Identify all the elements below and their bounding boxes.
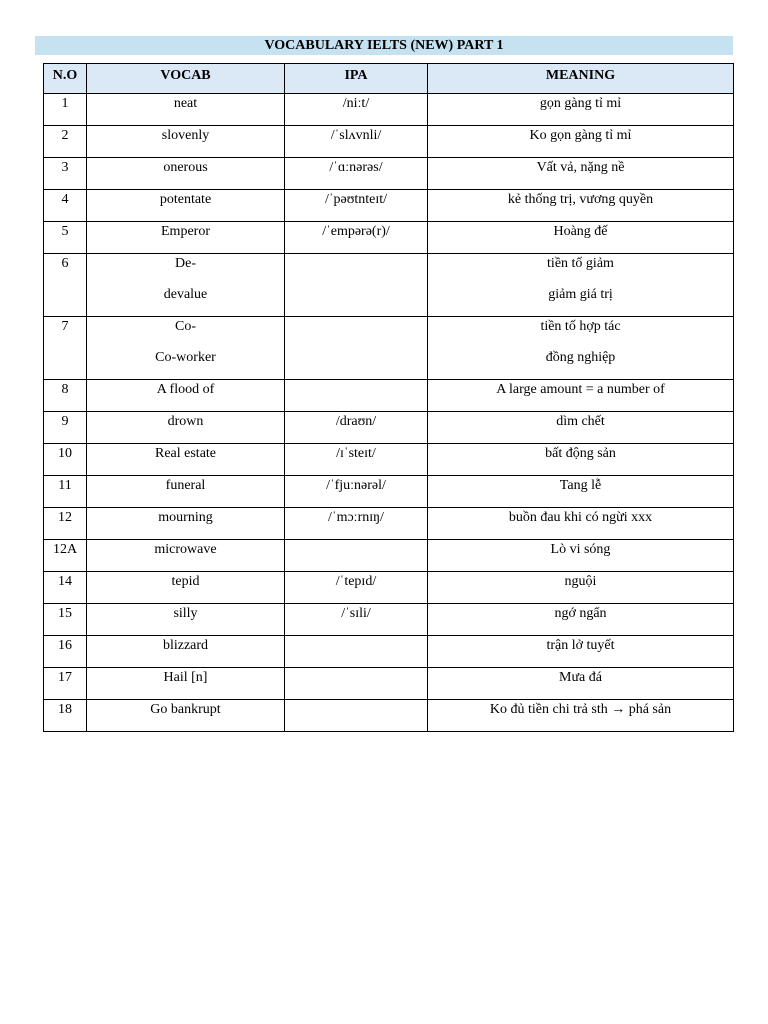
row-meaning bbox=[428, 412, 734, 444]
row-vocab-line: blizzard bbox=[162, 638, 209, 653]
row-number: 8 bbox=[44, 380, 87, 412]
row-vocab-line: Emperor bbox=[161, 224, 210, 239]
row-meaning-line: giảm giá trị bbox=[548, 287, 613, 302]
row-vocab-line: Real estate bbox=[154, 446, 217, 461]
row-vocab-line: Co-worker bbox=[155, 350, 216, 365]
row-ipa: /ˈslʌvnli/ bbox=[285, 126, 428, 158]
row-meaning-line: Ko đủ tiền chi trả sth → phá sản bbox=[489, 702, 672, 717]
row-vocab-line: Co- bbox=[175, 319, 196, 334]
row-vocab bbox=[87, 222, 285, 254]
row-vocab-line: A flood of bbox=[156, 382, 215, 397]
row-vocab bbox=[87, 636, 285, 668]
row-vocab bbox=[87, 380, 285, 412]
row-meaning-line: Hoàng đế bbox=[553, 224, 608, 239]
row-number: 2 bbox=[44, 126, 87, 158]
row-vocab bbox=[87, 604, 285, 636]
row-meaning-line: Mưa đá bbox=[559, 670, 602, 685]
row-meaning bbox=[428, 540, 734, 572]
row-vocab-line: funeral bbox=[165, 478, 206, 493]
row-number: 12A bbox=[44, 540, 87, 572]
row-number: 12 bbox=[44, 508, 87, 540]
row-vocab-line: tepid bbox=[171, 574, 200, 589]
row-meaning bbox=[428, 254, 734, 317]
row-vocab bbox=[87, 572, 285, 604]
row-meaning-line: A large amount = a number of bbox=[496, 382, 665, 397]
row-ipa bbox=[285, 700, 428, 732]
row-number: 3 bbox=[44, 158, 87, 190]
row-ipa: /ɪˈsteɪt/ bbox=[285, 444, 428, 476]
row-ipa: /ˈmɔːrnɪŋ/ bbox=[285, 508, 428, 540]
row-vocab bbox=[87, 700, 285, 732]
row-number: 6 bbox=[44, 254, 87, 317]
table-row bbox=[44, 380, 734, 412]
row-ipa: /ˈtepɪd/ bbox=[285, 572, 428, 604]
row-meaning bbox=[428, 126, 734, 158]
row-vocab-line: silly bbox=[173, 606, 198, 621]
table-row bbox=[44, 476, 734, 508]
row-number: 4 bbox=[44, 190, 87, 222]
row-ipa: /ˈempərə(r)/ bbox=[285, 222, 428, 254]
row-vocab-line: devalue bbox=[163, 287, 208, 302]
table-row bbox=[44, 190, 734, 222]
row-meaning bbox=[428, 190, 734, 222]
table-row bbox=[44, 668, 734, 700]
row-ipa bbox=[285, 668, 428, 700]
row-number: 17 bbox=[44, 668, 87, 700]
row-vocab bbox=[87, 126, 285, 158]
table-row bbox=[44, 700, 734, 732]
row-meaning-line: Ko gọn gàng tỉ mỉ bbox=[529, 128, 632, 143]
row-number: 5 bbox=[44, 222, 87, 254]
row-meaning-line: tiền tố hợp tác bbox=[540, 319, 621, 334]
row-meaning-line: dìm chết bbox=[556, 414, 605, 429]
row-vocab-line: De- bbox=[175, 256, 196, 271]
header-vocab: VOCAB bbox=[87, 64, 285, 94]
row-ipa bbox=[285, 254, 428, 317]
row-meaning-line: ngớ ngẩn bbox=[554, 606, 607, 621]
table-row bbox=[44, 94, 734, 126]
table-row bbox=[44, 126, 734, 158]
table-row bbox=[44, 572, 734, 604]
row-meaning-line: Lò vi sóng bbox=[550, 542, 611, 557]
row-vocab bbox=[87, 508, 285, 540]
row-vocab bbox=[87, 540, 285, 572]
table-row bbox=[44, 444, 734, 476]
row-vocab-line: onerous bbox=[163, 160, 208, 175]
row-vocab bbox=[87, 444, 285, 476]
row-vocab bbox=[87, 476, 285, 508]
row-number: 18 bbox=[44, 700, 87, 732]
row-vocab-line: potentate bbox=[159, 192, 212, 207]
row-meaning bbox=[428, 317, 734, 380]
row-meaning-line: tiền tố giảm bbox=[547, 256, 614, 271]
row-meaning bbox=[428, 508, 734, 540]
row-ipa: /ˈɑːnərəs/ bbox=[285, 158, 428, 190]
row-meaning-line: trận lở tuyết bbox=[546, 638, 615, 653]
row-vocab bbox=[87, 158, 285, 190]
table-row bbox=[44, 636, 734, 668]
row-meaning-line: gọn gàng tỉ mỉ bbox=[539, 96, 622, 111]
row-number: 16 bbox=[44, 636, 87, 668]
row-meaning bbox=[428, 572, 734, 604]
row-vocab-line: drown bbox=[167, 414, 204, 429]
row-ipa: /niːt/ bbox=[285, 94, 428, 126]
row-vocab bbox=[87, 190, 285, 222]
table-row bbox=[44, 317, 734, 380]
row-vocab bbox=[87, 254, 285, 317]
row-vocab bbox=[87, 412, 285, 444]
row-vocab-line: neat bbox=[173, 96, 198, 111]
header-ipa: IPA bbox=[285, 64, 428, 94]
row-meaning-line: bất động sản bbox=[545, 446, 616, 461]
table-row bbox=[44, 412, 734, 444]
table-row bbox=[44, 604, 734, 636]
row-number: 11 bbox=[44, 476, 87, 508]
document-title: VOCABULARY IELTS (NEW) PART 1 bbox=[35, 36, 733, 55]
row-vocab-line: Hail [n] bbox=[163, 670, 208, 685]
row-meaning-line: đồng nghiệp bbox=[545, 350, 616, 365]
row-ipa: /ˈfjuːnərəl/ bbox=[285, 476, 428, 508]
row-number: 1 bbox=[44, 94, 87, 126]
row-number: 15 bbox=[44, 604, 87, 636]
row-ipa bbox=[285, 380, 428, 412]
row-vocab-line: slovenly bbox=[161, 128, 210, 143]
row-meaning bbox=[428, 444, 734, 476]
row-ipa bbox=[285, 540, 428, 572]
table-row bbox=[44, 508, 734, 540]
header-meaning: MEANING bbox=[428, 64, 734, 94]
row-meaning-line: Vất vả, nặng nề bbox=[536, 160, 625, 175]
row-ipa: /ˈsɪli/ bbox=[285, 604, 428, 636]
row-vocab-line: mourning bbox=[158, 510, 213, 525]
row-meaning bbox=[428, 636, 734, 668]
header-no: N.O bbox=[44, 64, 87, 94]
row-vocab-line: microwave bbox=[154, 542, 217, 557]
row-meaning bbox=[428, 380, 734, 412]
table-row bbox=[44, 540, 734, 572]
row-vocab bbox=[87, 317, 285, 380]
table-header-row bbox=[44, 64, 734, 94]
row-ipa bbox=[285, 317, 428, 380]
row-meaning bbox=[428, 604, 734, 636]
row-meaning-line: nguội bbox=[564, 574, 597, 589]
row-meaning bbox=[428, 94, 734, 126]
row-meaning bbox=[428, 668, 734, 700]
table-row bbox=[44, 254, 734, 317]
row-number: 9 bbox=[44, 412, 87, 444]
row-meaning bbox=[428, 476, 734, 508]
row-meaning bbox=[428, 700, 734, 732]
row-vocab bbox=[87, 668, 285, 700]
row-meaning bbox=[428, 222, 734, 254]
table-row bbox=[44, 222, 734, 254]
row-meaning-line: kẻ thống trị, vương quyền bbox=[507, 192, 654, 207]
row-vocab bbox=[87, 94, 285, 126]
row-number: 10 bbox=[44, 444, 87, 476]
row-ipa bbox=[285, 636, 428, 668]
row-number: 14 bbox=[44, 572, 87, 604]
row-meaning bbox=[428, 158, 734, 190]
row-ipa: /draʊn/ bbox=[285, 412, 428, 444]
row-ipa: /ˈpəʊtnteɪt/ bbox=[285, 190, 428, 222]
row-number: 7 bbox=[44, 317, 87, 380]
row-vocab-line: Go bankrupt bbox=[150, 702, 221, 717]
row-meaning-line: Tang lễ bbox=[559, 478, 602, 493]
vocabulary-table bbox=[43, 63, 734, 732]
table-row bbox=[44, 158, 734, 190]
row-meaning-line: buồn đau khi có ngừi xxx bbox=[508, 510, 653, 525]
